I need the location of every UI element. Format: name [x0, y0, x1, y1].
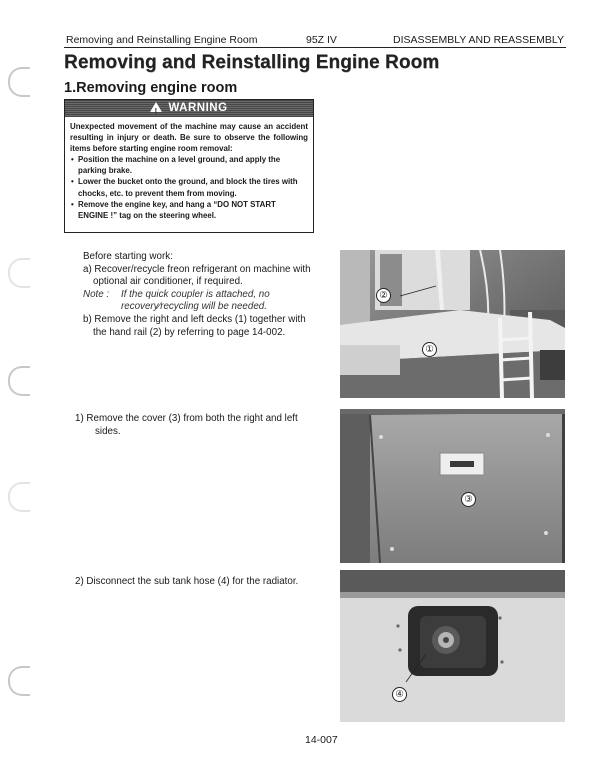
header-model: 95Z IV: [306, 34, 337, 46]
binder-hole: [8, 666, 30, 696]
warning-body: [65, 117, 313, 221]
callout-handrail: ②: [376, 288, 391, 303]
warning-item: • Position the machine on a level ground, and apply the parking brake.: [71, 155, 281, 176]
header-section-name: Removing and Reinstalling Engine Room: [66, 34, 258, 46]
photo-decks-handrail: [340, 250, 565, 398]
warning-box: [64, 99, 314, 233]
page-number: 14-007: [305, 734, 338, 746]
bullet-icon: •: [71, 177, 74, 187]
callout-deck: ①: [422, 342, 437, 357]
section-title: 1.Removing engine room: [64, 80, 238, 96]
warning-heading: WARNING: [168, 102, 228, 114]
note-label: Note :: [83, 288, 110, 300]
bullet-icon: •: [71, 199, 74, 209]
step-1: 1) Remove the cover (3) from both the right and left sides.: [75, 413, 298, 437]
warning-item: • Lower the bucket onto the ground, and block the tires with chocks, etc. to prevent them from moving.: [71, 177, 298, 198]
photo-decks-handrail-image: [340, 250, 565, 398]
warning-triangle-icon: [150, 102, 162, 112]
before-item-a: a) Recover/recycle freon refrigerant on machine with optional air conditioner, if required.: [83, 263, 311, 288]
warning-item: • Remove the engine key, and hang a “DO NOT START ENGINE !” tag on the steering wheel.: [71, 199, 276, 220]
step-2: 2) Disconnect the sub tank hose (4) for the radiator.: [75, 576, 299, 587]
binder-hole: [8, 258, 30, 288]
photo-cover: [340, 409, 565, 563]
before-starting-block: [74, 251, 314, 339]
warning-header: [65, 100, 313, 117]
callout-hose: ④: [392, 687, 407, 702]
running-header: [64, 32, 566, 48]
bullet-icon: •: [71, 155, 74, 165]
before-item-b: b) Remove the right and left decks (1) together with the hand rail (2) by referring to page 14-002.: [83, 313, 306, 338]
warning-intro: Unexpected movement of the machine may cause an accident resulting in injury or death. Be sure to observe the following items before starting engine room removal:: [70, 122, 308, 154]
before-intro: Before starting work:: [83, 251, 173, 262]
note-line: recovery∕recycling will be needed.: [121, 301, 267, 313]
warning-list: [70, 154, 308, 221]
header-chapter: DISASSEMBLY AND REASSEMBLY: [393, 34, 564, 46]
binder-hole: [8, 482, 30, 512]
note-line: Note : If the quick coupler is attached, no: [83, 288, 270, 300]
photo-sub-tank-hose: [340, 570, 565, 722]
binder-hole: [8, 67, 30, 97]
callout-cover: ③: [461, 492, 476, 507]
photo-sub-tank-hose-image: [340, 570, 565, 722]
page-title: Removing and Reinstalling Engine Room: [64, 52, 440, 73]
binder-hole: [8, 366, 30, 396]
photo-cover-image: [340, 409, 565, 563]
